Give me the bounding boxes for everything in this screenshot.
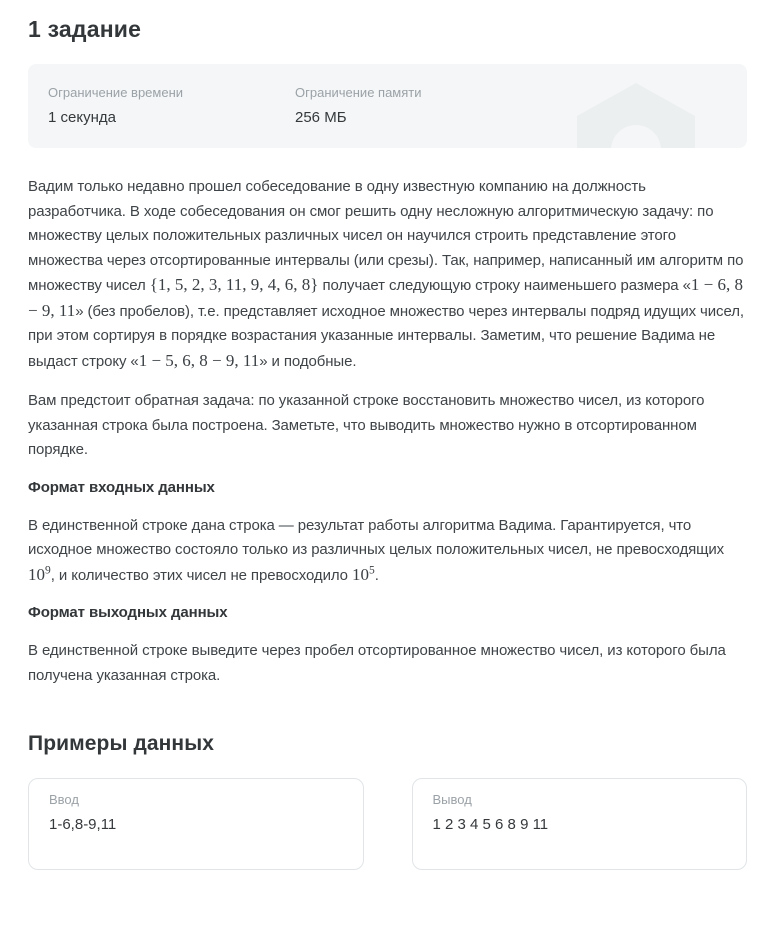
time-limit-label: Ограничение времени <box>48 85 184 100</box>
inline-math: $10^9$ <box>28 563 51 584</box>
time-limit-block <box>48 85 295 148</box>
inline-math: $10^5$ <box>352 563 375 584</box>
time-limit-value: 1 секунда <box>48 109 116 126</box>
input-format-paragraph: В единственной строке дана строка — результат работы алгоритма Вадима. Гарантируется, что исходное множество состояло только из различных целых положительных чисел, не превосходящих $10^9$, и количество этих чисел не превосходило $10^5$. <box>28 516 725 584</box>
page-title: 1 задание <box>28 16 142 42</box>
output-format-paragraph: В единственной строке выведите через пробел отсортированное множество чисел, из которого была получена указанная строка. <box>28 642 726 684</box>
inline-math: {1, 5, 2, 3, 11, 9, 4, 6, 8} <box>149 275 319 294</box>
house-arch-watermark-icon <box>577 83 695 148</box>
memory-limit-value: 256 МБ <box>295 109 347 126</box>
sample-output-value: 1 2 3 4 5 6 8 9 11 <box>432 816 549 833</box>
statement-paragraph-1: Вадим только недавно прошел собеседование в одну известную компанию на должность разработчика. В ходе собеседования он смог решить одну несложную алгоритмическую задачу: по множеству целых положительных различных чисел он научился строить представление этого множества через отсортированные интервалы (или срезы). Так, например, написанный им алгоритм по множеству чисел {1, 5, 2, 3, 11, 9, 4, 6, 8} получает следующую строку наименьшего размера «1 − 6, 8 − 9, 11» (без пробелов), т.е. представляет исходное множество через интервалы подряд идущих чисел, при этом сортируя в порядке возрастания указанные интервалы. Заметим, что решение Вадима не выдаст строку «1 − 5, 6, 8 − 9, 11» и подобные. <box>28 178 744 370</box>
statement-body <box>28 175 747 870</box>
memory-limit-label: Ограничение памяти <box>295 85 422 100</box>
samples-heading: Примеры данных <box>28 732 215 755</box>
sample-input-box <box>28 778 364 870</box>
inline-math: 1 − 6, 8 − 9, 11 <box>28 275 743 320</box>
input-format-heading: Формат входных данных <box>28 478 215 496</box>
sample-input-label: Ввод <box>49 792 79 807</box>
inline-math: 1 − 5, 6, 8 − 9, 11 <box>138 350 260 370</box>
problem-statement-page <box>0 15 771 870</box>
sample-output-label: Вывод <box>432 792 472 807</box>
output-format-heading: Формат выходных данных <box>28 604 228 621</box>
statement-paragraph-2: Вам предстоит обратная задача: по указанной строке восстановить множество чисел, из которого указанная строка была построена. Заметьте, что выводить множество нужно в отсортированном порядке. <box>28 392 705 458</box>
limits-box <box>28 64 747 148</box>
sample-output-box <box>412 778 748 870</box>
samples-row <box>28 778 747 870</box>
sample-input-value: 1-6,8-9,11 <box>49 816 117 833</box>
memory-limit-block <box>295 85 542 148</box>
